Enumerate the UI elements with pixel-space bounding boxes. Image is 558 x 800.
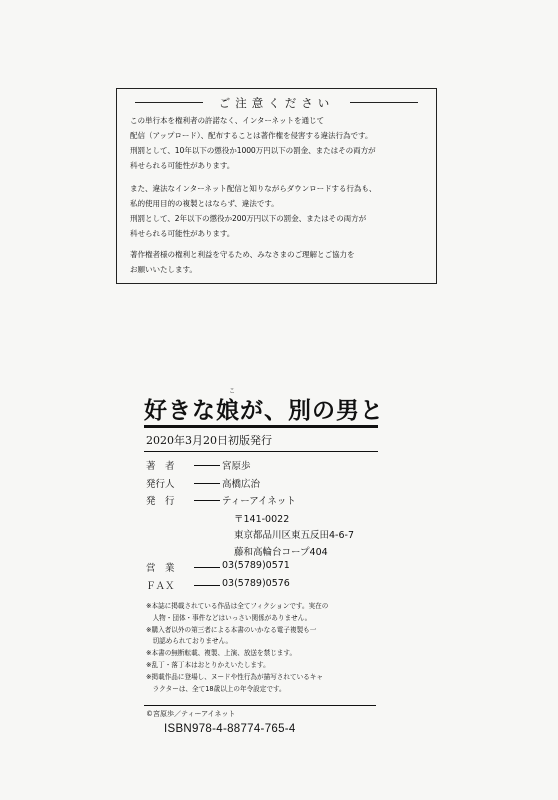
notice-title: ご注意ください — [218, 96, 335, 110]
credit-publisher-person-row — [146, 476, 406, 494]
note-line: ※本誌に掲載されている作品は全てフィクションです。実在の — [146, 602, 329, 610]
copyright-notice-box — [116, 88, 437, 284]
notice-line: 配信（アップロード）、配布することは著作権を侵害する違法行為です。 — [130, 131, 373, 140]
note-line: 切認められておりません。 — [146, 637, 233, 646]
credit-fax-label: ＦＡＸ — [146, 580, 175, 592]
credit-publisher-label: 発 行 — [146, 496, 175, 507]
notice-title-right-rule — [350, 102, 418, 103]
edition-rule — [144, 451, 378, 452]
notice-paragraph-upload — [130, 113, 430, 173]
credit-author-row — [146, 458, 406, 476]
credit-sales-row — [146, 560, 406, 578]
address-line-1: 東京都品川区東五反田4-6-7 — [234, 530, 354, 541]
credit-publisher-person: 高橋広治 — [222, 478, 261, 490]
notice-line: 著作権者様の権利と利益を守るため、みなさまのご理解とご協力を — [130, 250, 355, 259]
notice-line: 科せられる可能性があります。 — [130, 229, 235, 238]
notice-line: この単行本を権利者の許諾なく、インターネットを通じて — [130, 116, 324, 125]
notice-line: 科せられる可能性があります。 — [130, 161, 235, 170]
title-rule — [144, 425, 378, 428]
isbn: ISBN978-4-88774-765-4 — [164, 723, 296, 735]
copyright-rule — [144, 705, 376, 706]
note-line: ※乱丁・落丁本はおとりかえいたします。 — [146, 660, 270, 669]
title-ruby: こ — [229, 388, 236, 395]
credit-publisher-row — [146, 493, 406, 511]
credits-block — [146, 458, 406, 595]
note-line: ※購入者以外の第三者による本書のいかなる電子複製も一 — [146, 625, 317, 634]
notice-line: お願いいたします。 — [130, 265, 197, 274]
credit-dash — [194, 465, 220, 466]
notice-line: 私的使用目的の複製とはならず、違法です。 — [130, 199, 279, 208]
note-line: 人物・団体・事件などはいっさい関係がありません。 — [146, 613, 312, 622]
notice-line: また、違法なインターネット配信と知りながらダウンロードする行為も、 — [130, 184, 377, 193]
credit-dash — [194, 483, 220, 484]
book-title: 好きな娘が、別の男と — [144, 398, 384, 424]
note-line: ラクターは、全て18歳以上の年令設定です。 — [146, 684, 286, 693]
notice-paragraph-request — [130, 247, 430, 277]
credit-author: 宮原歩 — [222, 461, 251, 472]
edition-date: 2020年3月20日初版発行 — [146, 434, 272, 447]
notice-line: 刑罰として、10年以下の懲役か1000万円以下の罰金、またはその両方が — [130, 146, 376, 155]
legal-notes — [146, 601, 408, 695]
note-line: ※掲載作品に登場し、ヌードや性行為が描写されているキャ — [146, 672, 323, 681]
credit-fax-row — [146, 578, 406, 596]
credit-fax: 03(5789)0576 — [222, 577, 290, 589]
credit-dash — [194, 567, 220, 568]
credit-dash — [194, 585, 220, 586]
notice-paragraph-download — [130, 181, 430, 241]
credit-dash — [194, 500, 220, 501]
credit-author-label: 著 者 — [146, 461, 175, 472]
note-line: ※本書の無断転載、複製、上演、放送を禁じます。 — [146, 649, 297, 658]
credit-publisher: ティーアイネット — [222, 496, 296, 507]
postal-code: 〒141-0022 — [234, 513, 290, 525]
address-line-2: 藤和高輪台コープ404 — [234, 546, 328, 558]
copyright-line: ©宮原歩／ティーアイネット — [146, 710, 236, 718]
notice-line: 刑罰として、2年以下の懲役か200万円以下の罰金、またはその両方が — [130, 214, 367, 223]
credit-sales-label: 営 業 — [146, 563, 175, 574]
credit-sales-phone: 03(5789)0571 — [222, 560, 290, 571]
credit-publisher-person-label: 発行人 — [146, 478, 175, 490]
